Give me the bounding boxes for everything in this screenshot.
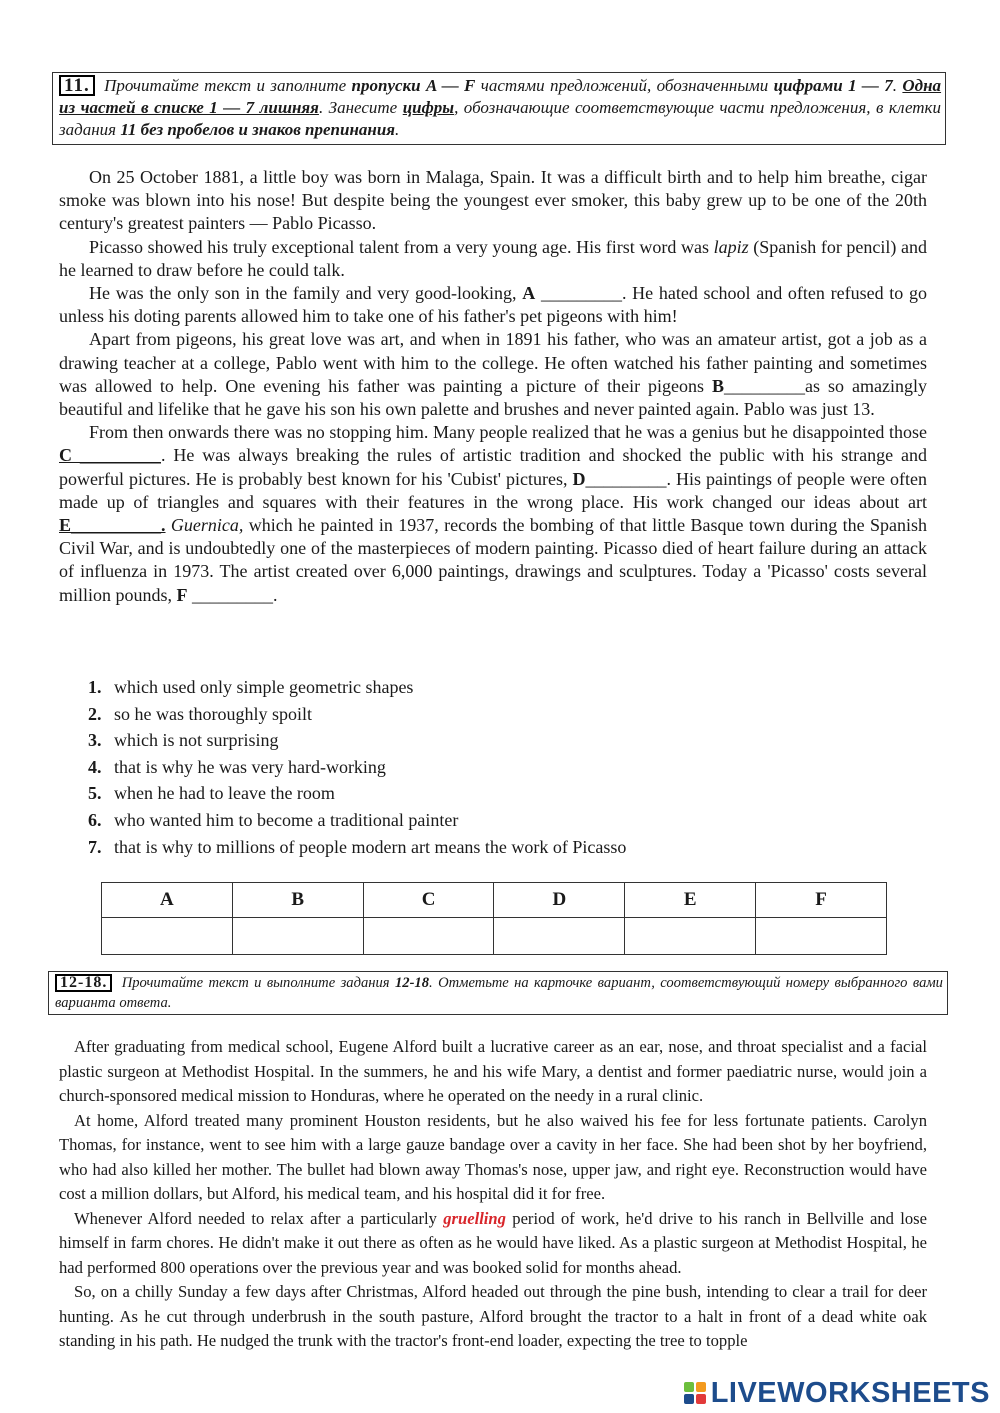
option-item: 2. so he was thoroughly spoilt — [88, 703, 312, 724]
instruction-text: частями предложений, обозначенными — [480, 76, 769, 95]
liveworksheets-logo-icon — [684, 1382, 706, 1404]
option-item: 3. which is not surprising — [88, 730, 279, 751]
answer-grid-input-row — [102, 918, 887, 955]
gap-blank-f[interactable]: _________. — [192, 584, 278, 605]
passage-paragraph: He was the only son in the family and very good-looking, A _________. He hated school and often refused to go unless his doting parents allowed him to take one of his father's pet pigeons with him! — [59, 283, 928, 327]
answer-cell-e[interactable] — [625, 918, 756, 955]
passage-paragraph: At home, Alford treated many prominent Houston residents, but he also waived his fee for less fortunate patients. Carolyn Thomas, for instance, went to see him with a large gauze bandage over a cavity in her face. She had been shot by her boyfriend, who had also killed her mother. The bullet had blown away Thomas's nose, upper jaw, and right eye. Reconstruction would have cost a million dollars, but Alford, his medical team, and his hospital did it for free. — [59, 1110, 927, 1203]
instruction-text: Прочитайте текст и заполните — [104, 76, 347, 95]
passage-paragraph: From then onwards there was no stopping him. Many people realized that he was a genius but he disappointed those C _________. He was always breaking the rules of artistic tradition and shocked the public with his strange and powerful pictures. He is probably best known for his 'Cubist' pictures, D_________. His paintings of people were often made up of triangles and squares with their features in the wrong place. His work changed our ideas about art E__________. Guernica, which he painted in 1937, records the bombing of that little Basque town during the Spanish Civil War, and is undoubtedly one of the masterpieces of modern painting. Picasso died of heart failure during an attack of influenza in 1973. The artist created over 6,000 paintings, drawings and sculptures. Today a 'Picasso' costs several million pounds, F _________. — [59, 422, 928, 605]
answer-grid-header: A — [102, 883, 233, 918]
answer-grid-header: F — [756, 883, 887, 918]
instruction-text: . — [892, 76, 903, 95]
instruction-bold-underlined: цифры — [402, 98, 455, 117]
gap-label-b: B — [712, 375, 725, 396]
task-12-18-instructions — [48, 971, 948, 1015]
gap-blank-b[interactable]: _________ — [724, 375, 806, 396]
instruction-bold: 12-18 — [394, 975, 430, 991]
task-11-number: 11. — [59, 75, 95, 96]
gap-c[interactable]: C _________ — [59, 445, 161, 466]
answer-cell-c[interactable] — [363, 918, 494, 955]
instruction-text: . Отметьте на карточке вариант, соответствующий номеру выбранного вами варианта ответа. — [55, 975, 943, 1011]
liveworksheets-watermark — [684, 1378, 990, 1408]
passage-paragraph: On 25 October 1881, a little boy was born in Malaga, Spain. It was a difficult birth and to help him breathe, cigar smoke was blown into his nose! But despite being the youngest ever smoker, this baby grew up to be one of the 20th century's greatest painters — Pablo Picasso. — [59, 167, 927, 234]
answer-grid-header-row — [102, 883, 887, 918]
picasso-passage — [59, 166, 927, 607]
option-item: 6. who wanted him to become a traditional painter — [88, 809, 459, 830]
passage-paragraph: After graduating from medical school, Eugene Alford built a lucrative career as an ear, nose, and throat specialist and a facial plastic surgeon at Methodist Hospital. In the summers, he and his wife Mary, a dentist and former paediatric nurse, would join a church-sponsored medical mission to Honduras, where he operated on the needy in a rural clinic. — [59, 1037, 927, 1105]
gap-label-a: A — [522, 283, 536, 304]
answer-grid-header: B — [232, 883, 363, 918]
gap-e[interactable]: E__________. — [59, 515, 166, 536]
option-item: 1. which used only simple geometric shapes — [88, 677, 414, 697]
answer-cell-a[interactable] — [102, 918, 233, 955]
answer-grid-header: E — [625, 883, 756, 918]
answer-cell-d[interactable] — [494, 918, 625, 955]
answer-grid-header: C — [363, 883, 494, 918]
gap-blank-d[interactable]: _________ — [585, 468, 667, 489]
instruction-bold-underlined: Одна из частей в списке 1 — 7 лишняя — [59, 76, 942, 117]
task-12-18-number: 12-18. — [55, 974, 112, 992]
alford-passage — [59, 1035, 927, 1354]
options-list — [88, 674, 788, 860]
option-item: 7. that is why to millions of people modern art means the work of Picasso — [88, 836, 627, 857]
passage-paragraph: Whenever Alford needed to relax after a particularly gruelling period of work, he'd drive to his ranch in Bellville and lose himself in farm chores. He didn't make it out there as often as he would have liked. As a plastic surgeon at Methodist Hospital, he had performed 800 operations over the previous year and was booked solid for months ahead. — [59, 1208, 927, 1277]
passage-paragraph: So, on a chilly Sunday a few days after Christmas, Alford headed out through the pine bush, intending to clear a trail for deer hunting. As he cut through underbrush in the south pasture, Alford brought the tractor to a halt in front of a dead white oak standing in his path. He nudged the trunk with the tractor's front-end loader, expecting the tree to topple — [59, 1282, 927, 1350]
answer-grid — [101, 882, 887, 955]
option-item: 4. that is why he was very hard-working — [88, 756, 386, 777]
watermark-text: LIVEWORKSHEETS — [710, 1376, 990, 1409]
answer-grid-header: D — [494, 883, 625, 918]
instruction-text: . Занесите — [318, 98, 398, 117]
answer-cell-b[interactable] — [232, 918, 363, 955]
instruction-text: Прочитайте текст и выполните задания — [121, 975, 390, 991]
italic-word: lapiz — [713, 236, 749, 257]
instruction-text: , обозначающие соответствующие части предложения, в клетки задания — [59, 98, 942, 139]
italic-word: Guernica, — [170, 515, 244, 536]
passage-paragraph: Picasso showed his truly exceptional talent from a very young age. His first word was lapiz (Spanish for pencil) and he learned to draw before he could talk. — [59, 236, 928, 280]
task-11-instructions — [52, 72, 946, 145]
instruction-bold: цифрами 1 — 7 — [773, 76, 893, 95]
passage-paragraph: Apart from pigeons, his great love was art, and when in 1891 his father, who was an amateur artist, got a job as a drawing teacher at a college, Pablo went with him to the college. He often watched his father painting and sometimes was allowed to help. One evening his father was painting a picture of their pigeons B_________as so amazingly beautiful and lifelike that he gave his son his own palette and brushes and never painted again. Pablo was just 13. — [59, 329, 927, 420]
option-item: 5. when he had to leave the room — [88, 783, 335, 804]
gap-label-d: D — [572, 468, 586, 489]
instruction-text: . — [395, 120, 400, 139]
gap-blank-a[interactable]: _________ — [540, 283, 622, 304]
answer-cell-f[interactable] — [756, 918, 887, 955]
instruction-bold: 11 без пробелов и знаков препинания — [120, 120, 396, 139]
instruction-bold: пропуски A — F — [351, 76, 476, 95]
highlighted-word: gruelling — [443, 1208, 506, 1228]
gap-label-f: F — [176, 584, 188, 605]
